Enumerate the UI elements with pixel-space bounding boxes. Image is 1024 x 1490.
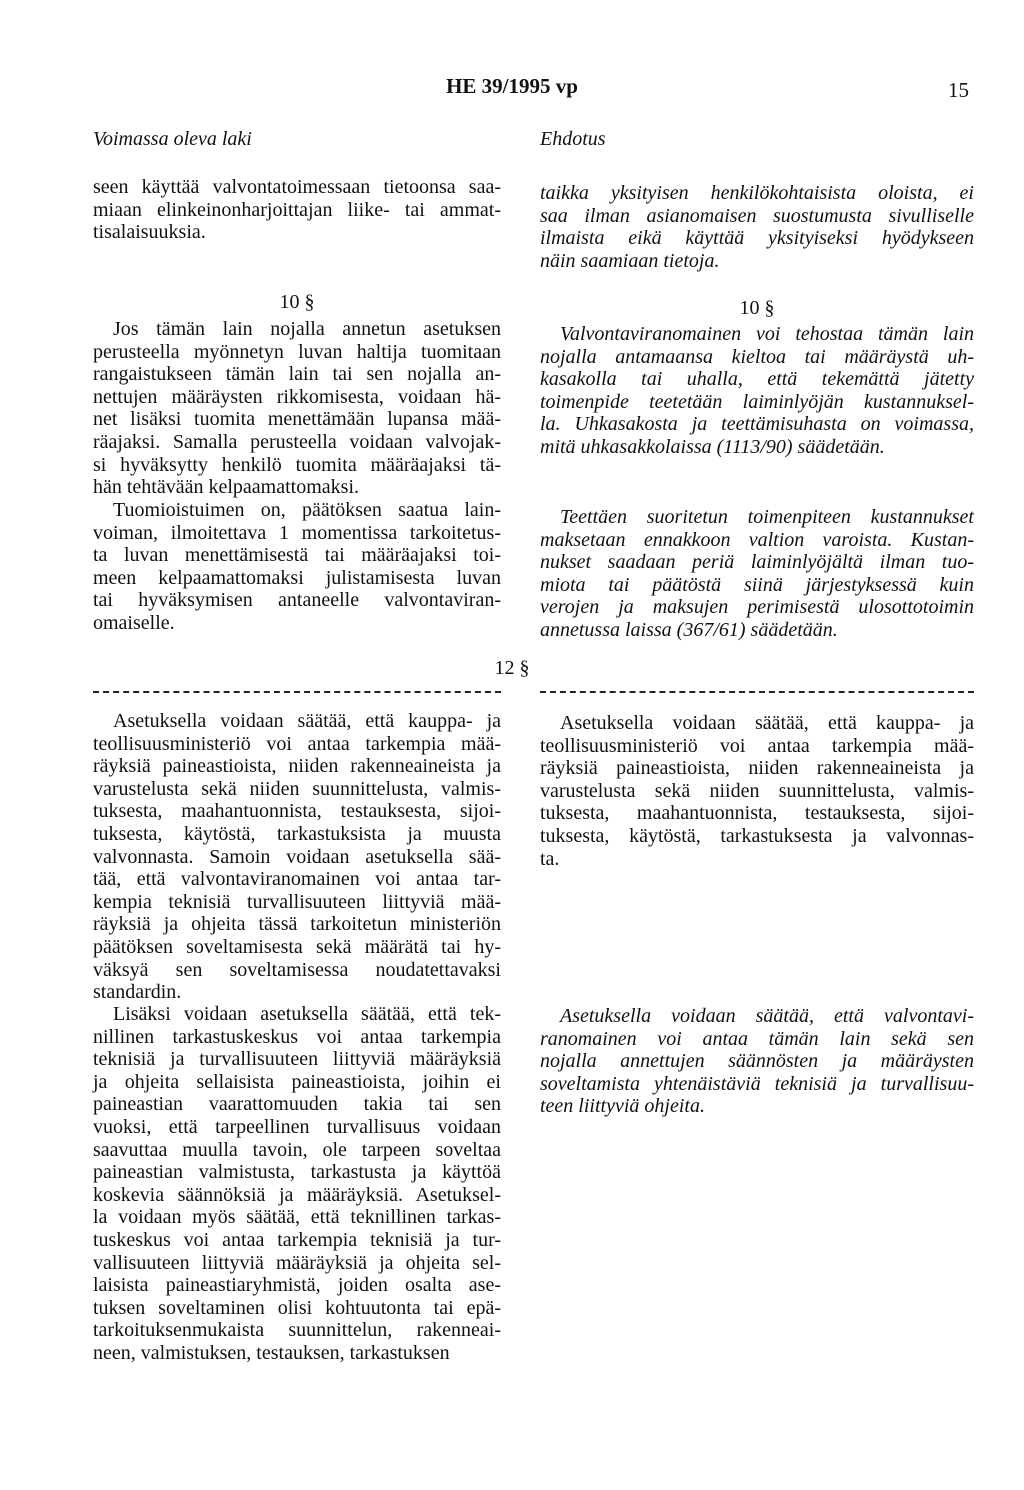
text-line: ranomainen voi antaa tämän lain sekä sen — [540, 1027, 974, 1050]
right-section-12-paragraph-1 — [540, 712, 974, 870]
text-line: ilmaista eikä käyttää yksityiseksi hyödykseen — [540, 227, 974, 250]
left-section-12-paragraph-2 — [93, 1003, 501, 1365]
text-line: teollisuusministeriö voi antaa tarkempia mää- — [540, 734, 974, 757]
text-line: omaiselle. — [93, 611, 175, 634]
text-line: la voidaan myös säätää, että teknillinen tarkas- — [93, 1206, 501, 1229]
text-line: si hyväksytty henkilö tuomita määräajaksi tä- — [93, 453, 501, 476]
text-line: nillinen tarkastuskeskus voi antaa tarkempia — [93, 1025, 501, 1048]
text-line: neen, valmistuksen, testauksen, tarkastuksen — [93, 1341, 450, 1364]
text-line: väksyä sen soveltamisessa noudatettavaksi — [93, 958, 501, 981]
text-line: soveltamista yhtenäistäviä teknisiä ja turvallisuu- — [540, 1072, 974, 1095]
text-line: verojen ja maksujen perimisestä ulosottotoimin — [540, 596, 974, 619]
text-line: standardin. — [93, 981, 182, 1004]
right-section-12-paragraph-2 — [540, 1005, 974, 1118]
text-line: räyksiä ja ohjeita tässä tarkoitetun ministeriön — [93, 913, 501, 936]
text-line: Asetuksella voidaan säätää, että valvontavi- — [560, 1005, 974, 1027]
text-line: Teettäen suoritetun toimenpiteen kustannukset — [560, 506, 974, 528]
text-line: tarkoituksenmukaista suunnittelun, rakenneai- — [93, 1319, 501, 1342]
text-line: toimenpide teetetään laiminlyöjän kustannuksel- — [540, 390, 974, 413]
text-line: saavuttaa muulla tavoin, ole tarpeen soveltaa — [93, 1138, 501, 1161]
text-line: miaan elinkeinonharjoittajan liike- tai ammat- — [93, 198, 501, 221]
text-line: varustelusta sekä niiden suunnittelusta, valmis- — [93, 777, 501, 800]
text-line: annetussa laissa (367/61) säädetään. — [540, 618, 838, 641]
text-line: paineastian vaarattomuuden takia tai sen — [93, 1093, 501, 1116]
right-section-10-paragraph-2 — [540, 506, 974, 642]
text-line: ta luvan menettämisestä tai määräajaksi toi- — [93, 544, 501, 567]
text-line: Tuomioistuimen on, päätöksen saatua lain- — [113, 499, 501, 521]
text-line: näin saamiaan tietoja. — [540, 249, 720, 272]
text-line: vuoksi, että tarpeellinen turvallisuus voidaan — [93, 1115, 501, 1138]
text-line: ta. — [540, 847, 560, 870]
text-line: Valvontaviranomainen voi tehostaa tämän lain — [560, 323, 974, 345]
text-line: tuskeskus voi antaa tarkempia teknisiä ja tur- — [93, 1228, 501, 1251]
text-line: miota tai päätöstä siinä järjestyksessä kuin — [540, 573, 974, 596]
right-column-title: Ehdotus — [540, 128, 606, 150]
right-intro-paragraph — [540, 182, 974, 272]
text-line: taikka yksityisen henkilökohtaisista oloista, ei — [540, 182, 974, 204]
document-code: HE 39/1995 vp — [446, 74, 578, 98]
text-line: Asetuksella voidaan säätää, että kauppa- ja — [560, 712, 974, 734]
left-section-10-paragraph-2 — [93, 499, 501, 635]
text-line: teen liittyviä ohjeita. — [540, 1095, 705, 1118]
text-line: ja ohjeita sellaisista paineastioista, joihin ei — [93, 1070, 501, 1093]
left-section-10-heading: 10 § — [279, 291, 315, 313]
text-line: rangaistukseen tämän lain tai sen nojalla an- — [93, 363, 501, 386]
left-section-10-paragraph-1 — [93, 318, 501, 499]
text-line: la. Uhkasakosta ja teettämisuhasta on voimassa, — [540, 413, 974, 436]
left-column-title: Voimassa oleva laki — [93, 128, 252, 150]
text-line: net lisäksi tuomita menettämään lupansa mää- — [93, 408, 501, 431]
text-line: laisista paineastiaryhmistä, joiden osalta ase- — [93, 1274, 501, 1297]
text-line: tuksesta, käytöstä, tarkastuksista ja muusta — [93, 822, 501, 845]
text-line: saa ilman asianomaisen suostumusta sivulliselle — [540, 204, 974, 227]
text-line: kasakolla tai uhalla, että tekemättä jätetty — [540, 368, 974, 391]
section-12-heading: 12 § — [494, 657, 530, 679]
right-section-10-heading: 10 § — [739, 297, 775, 319]
text-line: tuksesta, maahantuonnista, testauksesta, sijoi- — [93, 800, 501, 823]
text-line: räyksiä paineastioista, niiden rakenneaineista ja — [93, 755, 501, 778]
text-line: valvonnasta. Samoin voidaan asetuksella sää- — [93, 845, 501, 868]
text-line: Asetuksella voidaan säätää, että kauppa- ja — [113, 710, 501, 732]
text-line: meen kelpaamattomaksi julistamisesta luvan — [93, 566, 501, 589]
text-line: kempia teknisiä turvallisuuteen liittyviä mää- — [93, 890, 501, 913]
text-line: vallisuuteen liittyviä määräyksiä ja ohjeita sel- — [93, 1251, 501, 1274]
right-omission-dashes — [540, 691, 974, 693]
text-line: nojalla annettujen säännösten ja määräysten — [540, 1050, 974, 1073]
text-line: teknisiä ja turvallisuuteen liittyviä määräyksiä — [93, 1048, 501, 1071]
text-line: voiman, ilmoitettava 1 momentissa tarkoitetus- — [93, 521, 501, 544]
text-line: tuksen soveltaminen olisi kohtuutonta tai epä- — [93, 1296, 501, 1319]
text-line: tuksesta, maahantuonnista, testauksesta, sijoi- — [540, 802, 974, 825]
right-section-10-paragraph-1 — [540, 323, 974, 459]
text-line: mitä uhkasakkolaissa (1113/90) säädetään. — [540, 435, 885, 458]
text-line: varustelusta sekä niiden suunnittelusta, valmis- — [540, 779, 974, 802]
page-number: 15 — [948, 78, 969, 102]
text-line: Lisäksi voidaan asetuksella säätää, että tek- — [113, 1003, 501, 1025]
left-omission-dashes — [93, 691, 501, 693]
text-line: räajaksi. Samalla perusteella voidaan valvojak- — [93, 430, 501, 453]
text-line: nojalla antamaansa kieltoa tai määräystä uh- — [540, 345, 974, 368]
text-line: tää, että valvontaviranomainen voi antaa tar- — [93, 868, 501, 891]
left-intro-paragraph — [93, 176, 501, 244]
text-line: paineastian valmistusta, tarkastusta ja käyttöä — [93, 1161, 501, 1184]
text-line: hän tehtävään kelpaamattomaksi. — [93, 476, 360, 499]
text-line: tisalaisuuksia. — [93, 221, 206, 244]
text-line: tuksesta, käytöstä, tarkastuksesta ja valvonnas- — [540, 824, 974, 847]
text-line: nukset saadaan periä laiminlyöjältä ilman tuo- — [540, 551, 974, 574]
text-line: nettujen määräysten rikkomisesta, voidaan hä- — [93, 385, 501, 408]
text-line: teollisuusministeriö voi antaa tarkempia mää- — [93, 732, 501, 755]
text-line: tai hyväksymisen antaneelle valvontaviran- — [93, 589, 501, 612]
text-line: päätöksen soveltamisesta sekä määrätä tai hy- — [93, 935, 501, 958]
text-line: seen käyttää valvontatoimessaan tietoonsa saa- — [93, 176, 501, 198]
left-section-12-paragraph-1 — [93, 710, 501, 1004]
text-line: koskevia säännöksiä ja määräyksiä. Asetuksel- — [93, 1183, 501, 1206]
text-line: perusteella myönnetyn luvan haltija tuomitaan — [93, 340, 501, 363]
text-line: maksetaan ennakkoon valtion varoista. Kustan- — [540, 528, 974, 551]
text-line: Jos tämän lain nojalla annetun asetuksen — [113, 318, 501, 340]
text-line: räyksiä paineastioista, niiden rakenneaineista ja — [540, 757, 974, 780]
